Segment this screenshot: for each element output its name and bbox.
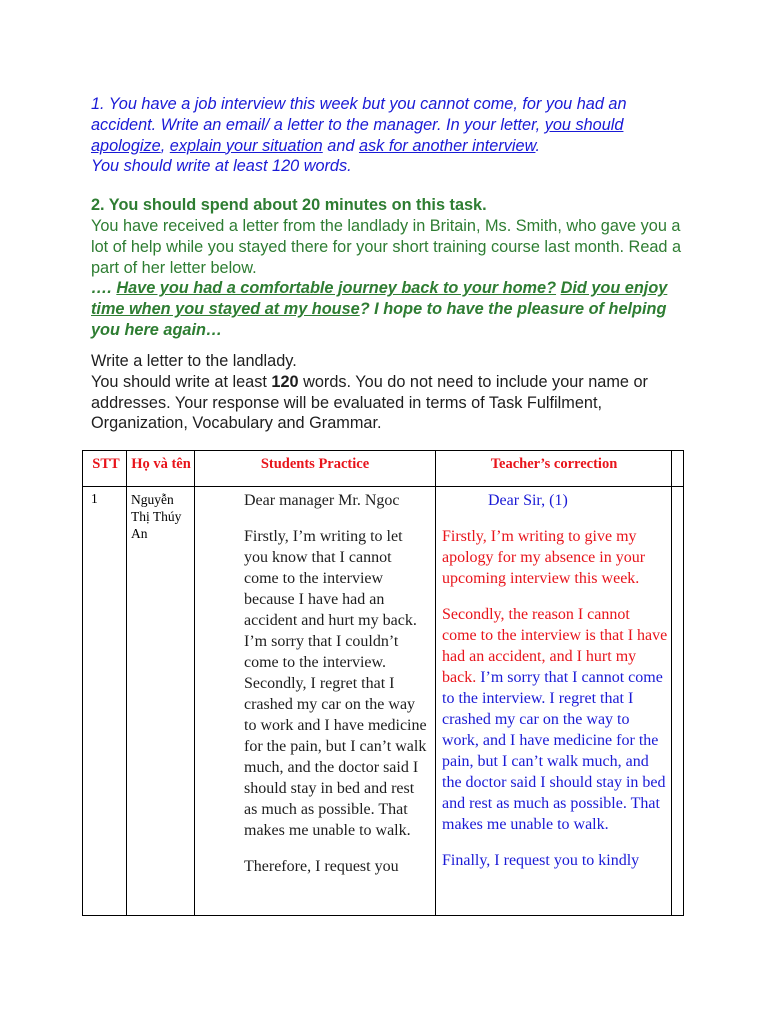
quote-question-1: Have you had a comfortable journey back to your home? [116,279,557,297]
header-name: Họ và tên [131,456,191,472]
requirement-apologize: you should apologize [91,115,624,155]
header-practice: Students Practice [260,456,370,472]
teacher-correction [442,490,668,871]
teacher-greeting: Dear Sir, (1) [488,492,568,509]
correction-paragraph: Finally, I request you to kindly [442,852,640,869]
column-divider [671,451,672,915]
task-1-line: 1. You have a job interview this week but you cannot come, for you had an [91,95,627,113]
student-letter [244,490,430,877]
student-paragraph: Therefore, I request you [244,858,399,875]
task-1-word-count: You should write at least 120 words. [91,157,352,176]
task-2-heading: 2. You should spend about 20 minutes on this task. [91,196,487,214]
task-1-prompt [91,94,691,177]
student-name: Nguyễn Thị Thúy An [131,492,182,541]
requirement-explain: explain your situation [169,136,323,155]
requirement-ask: ask for another interview [358,136,536,155]
task-1-requirements: accident. Write an email/ a letter to the manager. In your letter, you should apologize, explain your situation and ask for another interview. [91,115,624,155]
task-2-instructions: Write a letter to the landlady. You should write at least 120 words. You do not need to include your name or addresses. Your response will be evaluated in terms of Task Fulfilment, Organization, Vocabulary and Grammar. [91,352,648,433]
correction-paragraph: Secondly, the reason I cannot come to the interview is that I have had an accident, and I hurt my back. I’m sorry that I cannot come to the interview. I regret that I crashed my car on the way to work, and I have medicine for the pain, but I can’t walk much, and the doctor said I should stay in bed and rest as much as possible. That makes me unable to walk. [442,606,668,833]
quote-question-2: Did you enjoy time when you stayed at my house [91,279,668,318]
header-divider [83,486,683,487]
student-paragraph: Firstly, I’m writing to let you know that I cannot come to the interview because I have had an accident and hurt my back. I’m sorry that I couldn’t come to the interview. Secondly, I regret that I crashed my car on the way to work and I have medicine for the pain, but I can’t walk much, and the doctor said I should stay in bed and rest as much as possible. That makes me unable to walk. [244,528,427,839]
student-greeting: Dear manager Mr. Ngoc [244,492,400,509]
header-stt: STT [92,456,120,472]
column-divider [435,451,436,915]
row-number: 1 [91,491,98,506]
column-divider [194,451,195,915]
column-divider [126,451,127,915]
landlady-quote: …. Have you had a comfortable journey back to your home? Did you enjoy time when you stayed at my house? I hope to have the pleasure of helping you here again… [91,279,668,339]
correction-paragraph: Firstly, I’m writing to give my apology for my absence in your upcoming interview this week. [442,528,646,587]
practice-table [82,450,684,916]
header-correction: Teacher’s correction [490,456,618,472]
task-2-body: You have received a letter from the landlady in Britain, Ms. Smith, who gave you a lot of help while you stayed there for your short training course last month. Read a part of her letter below. [91,217,682,277]
